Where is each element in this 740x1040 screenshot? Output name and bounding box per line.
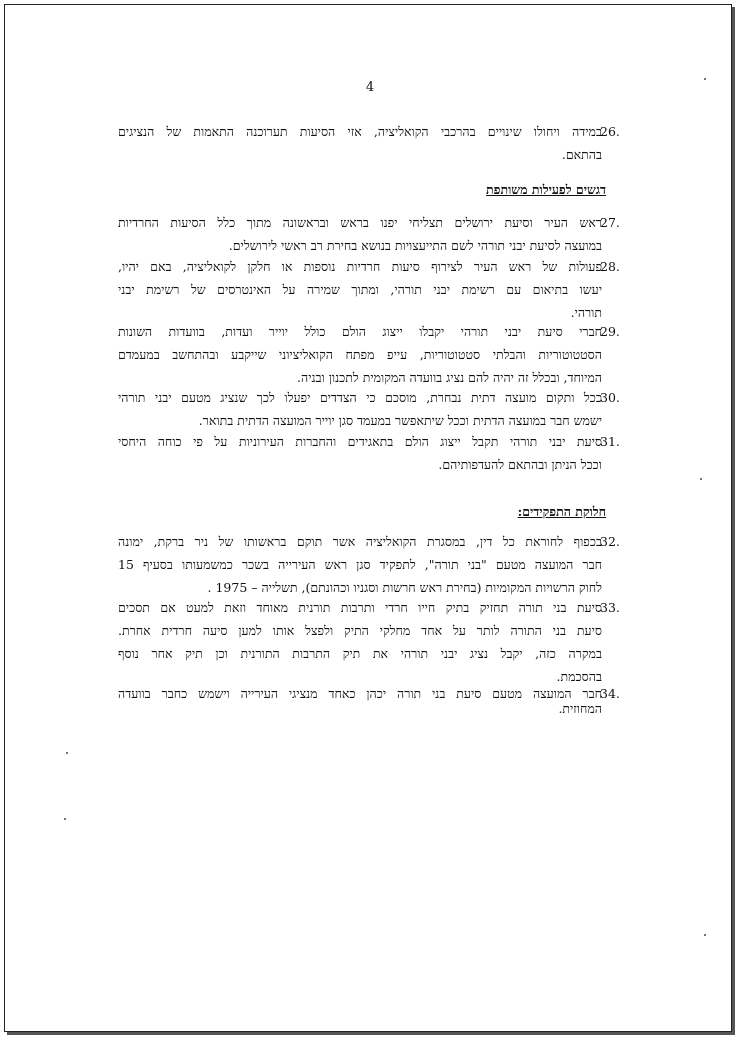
clause-line: במידה ויחולו שינויים בהרכבי הקואליציה, אזי הסיעות תערוכנה התאמות של הנציגים	[118, 124, 602, 139]
clause-number: 27.	[600, 215, 620, 230]
clause-30	[118, 386, 620, 432]
clause-34	[118, 686, 620, 716]
clause-28	[118, 255, 620, 324]
clause-line: בהתאם.	[561, 147, 602, 162]
clause-number: 28.	[600, 259, 620, 274]
clause-33	[118, 596, 620, 688]
clause-29	[118, 320, 620, 389]
clause-27	[118, 211, 620, 257]
clause-26	[118, 120, 620, 166]
clause-line: חברי סיעת יבני תורהי יקבלו ייצוג הולם כולל יוייר ועדות, בוועדות השונות	[118, 324, 602, 339]
clause-number: 30.	[600, 390, 620, 405]
clause-line: במועצה לסיעת יבני תורהי לשם התייעצויות בנושא בחירת רב ראשי לירושלים.	[228, 238, 602, 253]
section-heading-joint-activity: דגשים לפעילות משותפת	[486, 182, 606, 197]
clause-line: יעשו בתיאום עם רשימת יבני תורהי, ומתוך שמירה על האינטרסים של רשימת יבני	[118, 282, 602, 297]
clause-line: פעולות של ראש העיר לצירוף סיעות חרדיות נוספות או חלקן לקואליציה, באם יהיו,	[118, 259, 602, 274]
section-heading-roles: חלוקת התפקידים:	[517, 504, 606, 519]
clause-number: 34.	[600, 686, 620, 701]
clause-number: 26.	[600, 124, 620, 139]
clause-line: ישמש חבר במועצה הדתית וככל שיתאפשר במעמד סגן יוייר המועצה הדתית בתואר.	[198, 413, 602, 428]
clause-line: בהסכמת.	[556, 669, 602, 684]
scan-speck	[64, 818, 66, 820]
clause-line: חבר המועצה מטעם סיעת בני תורה יכהן כאחד מנציגי העירייה וישמש כחבר בוועדה	[118, 686, 602, 701]
clause-line: תורהי.	[570, 305, 602, 320]
page-number: 4	[365, 80, 375, 95]
clause-line: בכפוף לחוראת כל דין, במסגרת הקואליציה אשר תוקם בראשותו של ניר ברקת, ימונה	[118, 534, 602, 549]
clause-line: במקרה כזה, יקבל נציג יבני תורהי את תיק התרבות התורנית וכן תיק אחר נוסף	[118, 646, 602, 661]
clause-line: חבר המועצה מטעם "בני תורה", לתפקיד סגן ראש העירייה בשכר כמשמעותו בסעיף 15	[118, 557, 602, 572]
clause-line: המיוחד, ובכלל זה יהיה להם נציג בוועדה המקומית לתכנון ובניה.	[297, 370, 602, 385]
clause-line: המחוזית.	[558, 701, 602, 716]
clause-line: סיעת בני תורה תחזיק בתיק חייו חרדי ותרבות תורנית מאוחד וזאת למעט אם תסכים	[118, 600, 602, 615]
clause-number: 32.	[600, 534, 620, 549]
clause-line: הסטטוטוריות והבלתי סטטוטוריות, עייפ מפתח הקואליציוני שייקבע ובהתחשב במעמדם	[118, 347, 602, 362]
clause-31	[118, 430, 620, 476]
scan-speck	[704, 78, 706, 80]
clause-line: ככל ותקום מועצה דתית נבחרת, מוסכם כי הצדדים יפעלו לכך שנציג מטעם יבני תורהי	[118, 390, 602, 405]
scan-speck	[66, 752, 68, 754]
clause-line: סיעת בני התורה לותר על אחד מחלקי התיק ולפצל אותו למען סיעה חרדית אחרת.	[118, 623, 602, 638]
clause-32	[118, 530, 620, 599]
scan-speck	[704, 934, 706, 936]
clause-number: 31.	[600, 434, 620, 449]
clause-number: 29.	[600, 324, 620, 339]
clause-line: לחוק הרשויות המקומיות (בחירת ראש חרשות וסגניו וכהונתם), תשלייה – 1975 .	[207, 580, 602, 595]
scan-speck	[700, 478, 702, 480]
clause-line: וככל הניתן ובהתאם להעדפותיהם.	[438, 457, 602, 472]
clause-line: ראש העיר וסיעת ירושלים תצליחי יפנו בראש ובראשונה מתוך כלל הסיעות החרדיות	[118, 215, 602, 230]
clause-line: סיעת יבני תורהי תקבל ייצוג הולם בתאגידים והחברות העירוניות על פי כוחה היחסי	[118, 434, 602, 449]
clause-number: 33.	[600, 600, 620, 615]
